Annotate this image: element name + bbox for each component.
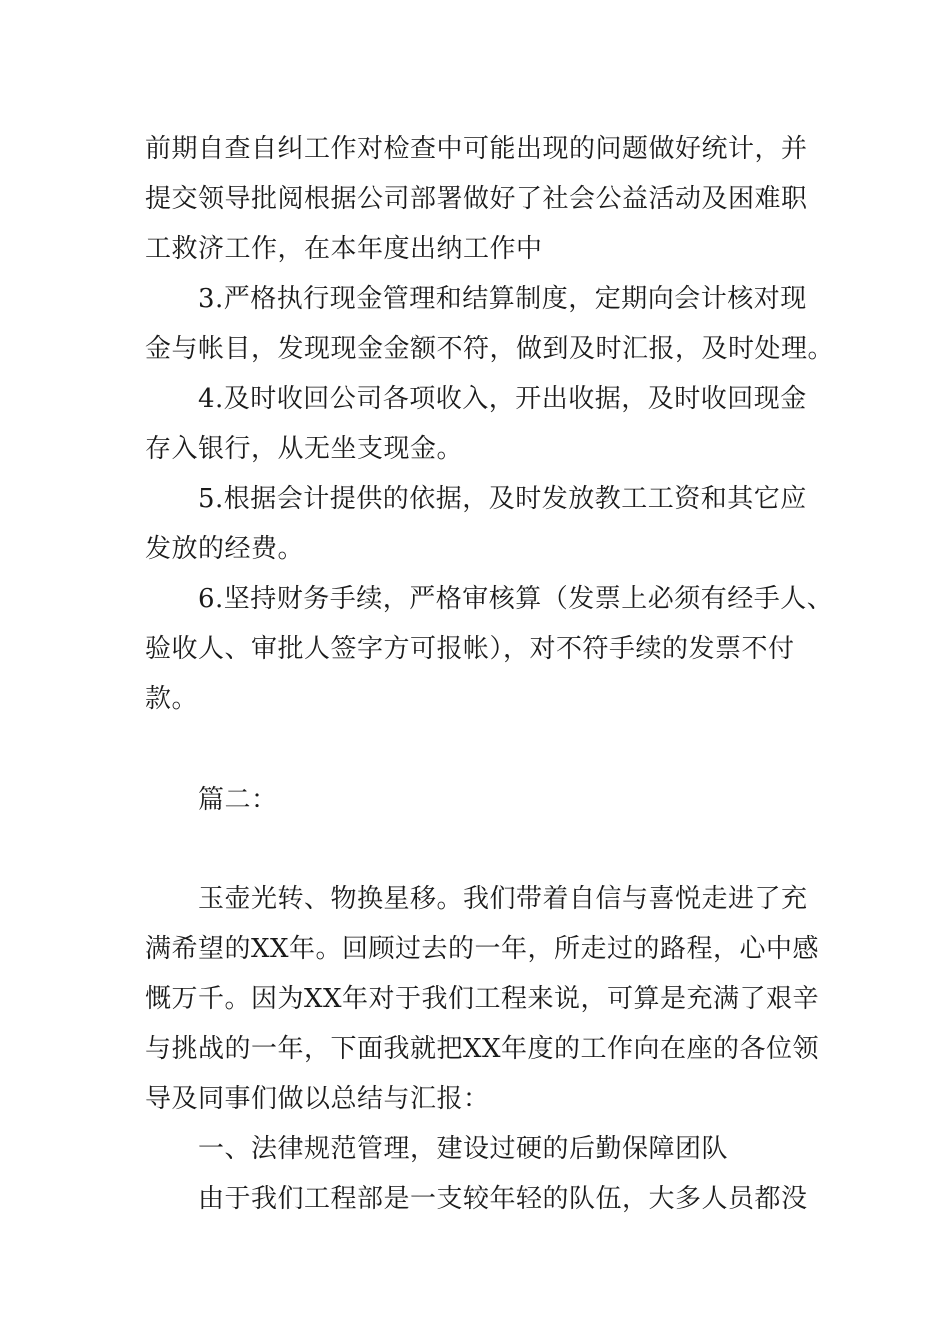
subsection-heading: 一、法律规范管理，建设过硬的后勤保障团队 <box>198 1134 729 1164</box>
section-heading: 篇二： <box>198 785 278 815</box>
list-item-3: 3.严格执行现金管理和结算制度，定期向会计核对现 <box>198 284 807 314</box>
text-line: 慨万千。因为XX年对于我们工程来说，可算是充满了艰辛 <box>145 984 820 1014</box>
text-line: 工救济工作，在本年度出纳工作中 <box>145 234 543 264</box>
text-line: 存入银行，从无坐支现金。 <box>145 434 464 464</box>
list-item-4: 4.及时收回公司各项收入，开出收据，及时收回现金 <box>198 384 807 414</box>
text-line: 导及同事们做以总结与汇报： <box>145 1084 490 1114</box>
list-item-5: 5.根据会计提供的依据，及时发放教工工资和其它应 <box>198 484 807 514</box>
list-item-6: 6.坚持财务手续，严格审核算（发票上必须有经手人、 <box>198 584 834 614</box>
text-line: 与挑战的一年，下面我就把XX年度的工作向在座的各位领 <box>145 1034 820 1064</box>
text-line: 由于我们工程部是一支较年轻的队伍，大多人员都没 <box>198 1184 808 1214</box>
text-line: 金与帐目，发现现金金额不符，做到及时汇报，及时处理。 <box>145 334 835 364</box>
text-line: 款。 <box>145 684 199 714</box>
text-line: 验收人、审批人签字方可报帐），对不符手续的发票不付 <box>145 634 795 664</box>
text-line: 前期自查自纠工作对检查中可能出现的问题做好统计，并 <box>145 134 808 164</box>
text-line: 发放的经费。 <box>145 534 305 564</box>
text-line: 满希望的XX年。回顾过去的一年，所走过的路程，心中感 <box>145 934 820 964</box>
text-line: 玉壶光转、物换星移。我们带着自信与喜悦走进了充 <box>198 884 808 914</box>
text-line: 提交领导批阅根据公司部署做好了社会公益活动及困难职 <box>145 184 808 214</box>
